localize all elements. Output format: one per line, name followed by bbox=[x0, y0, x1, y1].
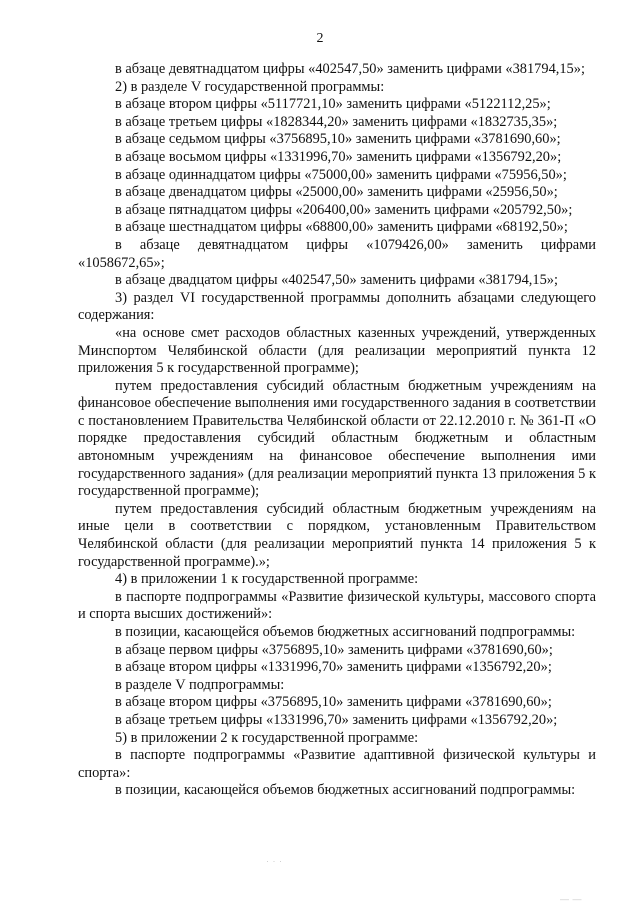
paragraph: «на основе смет расходов областных казенных учреждений, утвержденных Минспортом Челябинской области (для реализации мероприятий пункта 12 приложения 5 к государственной программе); bbox=[78, 324, 596, 377]
paragraph: путем предоставления субсидий областным бюджетным учреждениям на финансовое обеспечение выполнения ими государственного задания в соответствии с постановлением Правительства Челябинской области от 22.12.2010 г. № 361-П «О порядке предоставления субсидий областным бюджетным и областным автономным учреждениям на финансовое обеспечение выполнения ими государственного задания» (для реализации мероприятий пункта 13 приложения 5 к государственной программе); bbox=[78, 377, 596, 500]
paragraph: в абзаце одиннадцатом цифры «75000,00» заменить цифрами «75956,50»; bbox=[115, 166, 567, 183]
paragraph: в абзаце девятнадцатом цифры «1079426,00» заменить цифрами «1058672,65»; bbox=[78, 236, 596, 271]
paragraph: в абзаце первом цифры «3756895,10» заменить цифрами «3781690,60»; bbox=[115, 641, 553, 658]
paragraph: в позиции, касающейся объемов бюджетных ассигнований подпрограммы: bbox=[115, 782, 576, 799]
paragraph: 5) в приложении 2 к государственной программе: bbox=[115, 729, 419, 746]
paragraph: в паспорте подпрограммы «Развитие физической культуры, массового спорта и спорта высших достижений»: bbox=[78, 588, 596, 623]
paragraph: путем предоставления субсидий областным бюджетным учреждениям на иные цели в соответствии с порядком, установленным Правительством Челябинской области (для реализации мероприятий пункта 14 приложения 5 к государственной программе).»; bbox=[78, 500, 596, 570]
paragraph: в абзаце девятнадцатом цифры «402547,50» заменить цифрами «381794,15»; bbox=[115, 61, 585, 77]
paragraph: в абзаце третьем цифры «1331996,70» заменить цифрами «1356792,20»; bbox=[115, 711, 558, 728]
paragraph: в позиции, касающейся объемов бюджетных ассигнований подпрограммы: bbox=[115, 624, 576, 640]
paragraph: в абзаце пятнадцатом цифры «206400,00» заменить цифрами «205792,50»; bbox=[115, 201, 573, 218]
paragraph: в абзаце двенадцатом цифры «25000,00» заменить цифрами «25956,50»; bbox=[115, 184, 558, 201]
paragraph: в абзаце шестнадцатом цифры «68800,00» заменить цифрами «68192,50»; bbox=[115, 219, 568, 236]
scan-artifact: — — bbox=[560, 894, 583, 904]
paragraph: 3) раздел VI государственной программы дополнить абзацами следующего содержания: bbox=[78, 289, 596, 324]
paragraph: 4) в приложении 1 к государственной программе: bbox=[115, 571, 419, 588]
page-number: 2 bbox=[316, 31, 324, 46]
scan-artifact: · · · bbox=[266, 856, 283, 866]
paragraph: в разделе V подпрограммы: bbox=[115, 676, 285, 693]
paragraph: в абзаце двадцатом цифры «402547,50» заменить цифрами «381794,15»; bbox=[115, 272, 558, 289]
paragraph: в абзаце втором цифры «1331996,70» заменить цифрами «1356792,20»; bbox=[115, 659, 552, 676]
paragraph: в абзаце седьмом цифры «3756895,10» заменить цифрами «3781690,60»; bbox=[115, 131, 561, 148]
paragraph: в паспорте подпрограммы «Развитие адаптивной физической культуры и спорта»: bbox=[78, 747, 596, 781]
document-body bbox=[78, 61, 596, 800]
paragraph: в абзаце третьем цифры «1828344,20» заменить цифрами «1832735,35»; bbox=[115, 113, 558, 130]
paragraph: в абзаце втором цифры «5117721,10» заменить цифрами «5122112,25»; bbox=[115, 96, 551, 113]
paragraph: 2) в разделе V государственной программы: bbox=[115, 78, 385, 95]
paragraph: в абзаце втором цифры «3756895,10» заменить цифрами «3781690,60»; bbox=[115, 694, 552, 711]
paragraph: в абзаце восьмом цифры «1331996,70» заменить цифрами «1356792,20»; bbox=[115, 148, 562, 165]
